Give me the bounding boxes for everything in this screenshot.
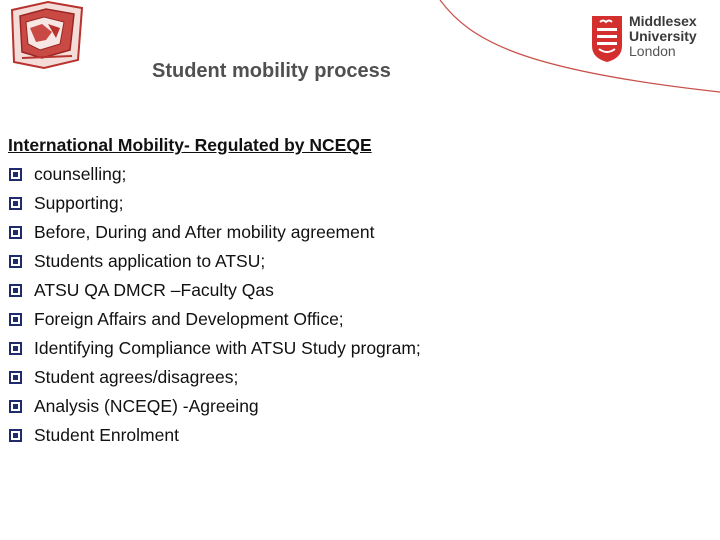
logo-line-1: Middlesex	[629, 13, 697, 29]
hollow-square-bullet-icon	[9, 313, 22, 326]
hollow-square-bullet-icon	[9, 168, 22, 181]
list-item-text: Foreign Affairs and Development Office;	[34, 309, 344, 329]
section-heading: International Mobility- Regulated by NCEQE	[8, 135, 372, 155]
list-item-text: ATSU QA DMCR –Faculty Qas	[34, 280, 274, 300]
hollow-square-bullet-icon	[9, 400, 22, 413]
list-item	[8, 305, 708, 334]
middlesex-shield-logo	[592, 16, 622, 62]
list-item	[8, 421, 708, 450]
list-item-text: Before, During and After mobility agreement	[34, 222, 375, 242]
slide-title: Student mobility process	[152, 60, 391, 82]
bullet-list	[8, 160, 708, 450]
list-item	[8, 160, 708, 189]
list-item	[8, 218, 708, 247]
logo-line-2: University	[629, 28, 697, 44]
list-item-text: Supporting;	[34, 193, 124, 213]
university-logo	[592, 14, 712, 70]
list-item-text: counselling;	[34, 164, 127, 184]
list-item-text: Student agrees/disagrees;	[34, 367, 239, 387]
hollow-square-bullet-icon	[9, 255, 22, 268]
list-item-text: Identifying Compliance with ATSU Study program;	[34, 338, 421, 358]
list-item	[8, 247, 708, 276]
list-item-text: Student Enrolment	[34, 425, 179, 445]
list-item-text: Analysis (NCEQE) -Agreeing	[34, 396, 259, 416]
crest-logo	[8, 0, 86, 72]
hollow-square-bullet-icon	[9, 342, 22, 355]
logo-line-3: London	[629, 43, 676, 59]
hollow-square-bullet-icon	[9, 197, 22, 210]
hollow-square-bullet-icon	[9, 284, 22, 297]
list-item	[8, 334, 708, 363]
list-item	[8, 392, 708, 421]
hollow-square-bullet-icon	[9, 371, 22, 384]
slide-content	[8, 131, 708, 450]
hollow-square-bullet-icon	[9, 226, 22, 239]
list-item	[8, 189, 708, 218]
hollow-square-bullet-icon	[9, 429, 22, 442]
list-item	[8, 276, 708, 305]
list-item	[8, 363, 708, 392]
list-item-text: Students application to ATSU;	[34, 251, 266, 271]
